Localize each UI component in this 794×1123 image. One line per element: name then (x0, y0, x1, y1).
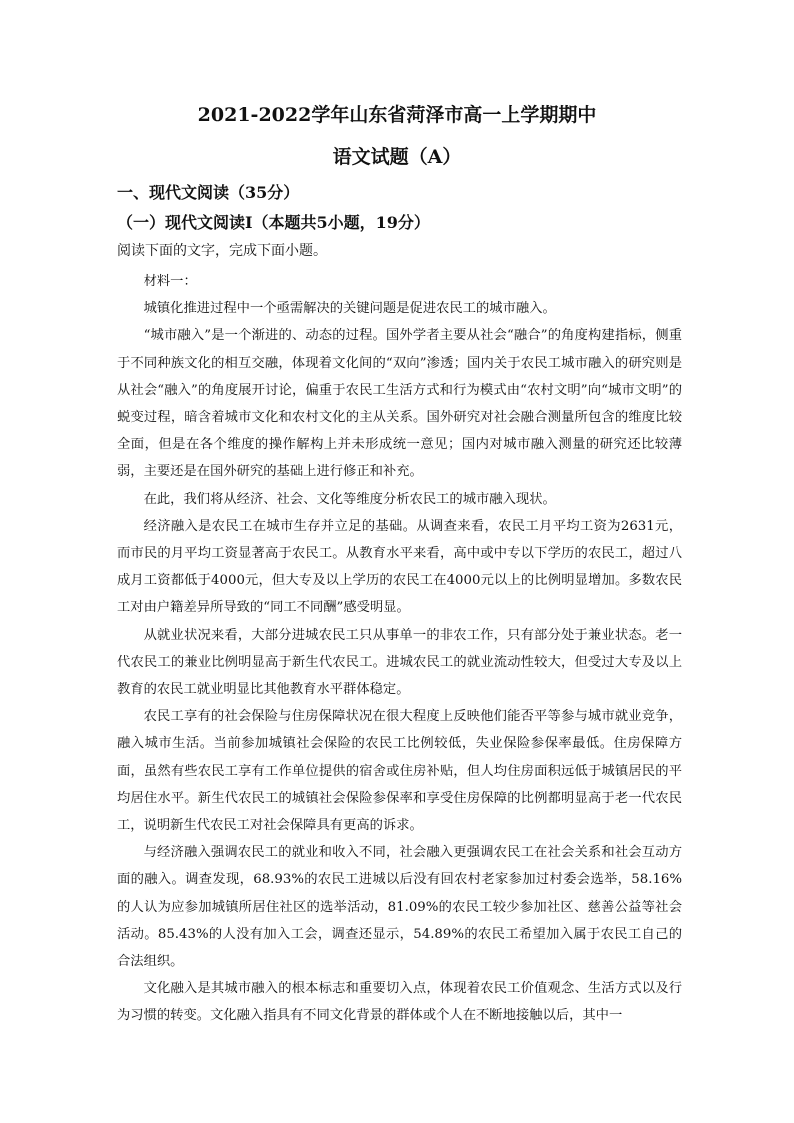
paragraph: “城市融入”是一个渐进的、动态的过程。国外学者主要从社会“融合”的角度构建指标，侧重于不同种族文化的相互交融，体现着文化间的“双向”渗透；国内关于农民工城市融入的研究则是从社会“融入”的角度展开讨论，偏重于农民工生活方式和行为模式由“农村文明”向“城市文明”的蜕变过程，暗含着城市文化和农村文化的主从关系。国外研究对社会融合测量所包含的维度比较全面，但是在各个维度的操作解构上并未形成统一意见；国内对城市融入测量的研究还比较薄弱，主要还是在国外研究的基础上进行修正和补充。 (117, 328, 682, 480)
subsection-heading: （一）现代文阅读Ⅰ（本题共5小题，19分） (117, 213, 430, 232)
document-title: 2021-2022学年山东省菏泽市高一上学期期中 (197, 104, 597, 126)
paragraph: 文化融入是其城市融入的根本标志和重要切入点，体现着农民工价值观念、生活方式以及行为习惯的转变。文化融入指具有不同文化背景的群体或个人在不断地接触以后，其中一 (117, 981, 682, 1024)
instruction-text: 阅读下面的文字，完成下面小题。 (117, 243, 327, 259)
paragraph: 材料一： (143, 274, 197, 289)
paragraph: 城镇化推进过程中一个亟需解决的关键问题是促进农民工的城市融入。 (143, 301, 556, 317)
paragraph: 与经济融入强调农民工的就业和收入不同，社会融入更强调农民工在社会关系和社会互动方面的融入。调查发现，68.93%的农民工进城以后没有回农村老家参加过村委会选举，58.16%的人认为应参加城镇所居住社区的选举活动，81.09%的农民工较少参加社区、慈善公益等社会活动。85.43%的人没有加入工会，调查还显示，54.89%的农民工希望加入属于农民工自己的合法组织。 (117, 845, 682, 970)
document-subtitle: 语文试题（A） (332, 146, 462, 168)
paragraph: 经济融入是农民工在城市生存并立足的基础。从调查来看，农民工月平均工资为2631元，而市民的月平均工资显著高于农民工。从教育水平来看，高中或中专以下学历的农民工，超过八成月工资都低于4000元，但大专及以上学历的农民工在4000元以上的比例明显增加。多数农民工对由户籍差异所导致的“同工不同酬”感受明显。 (117, 518, 682, 616)
paragraph: 从就业状况来看，大部分进城农民工只从事单一的非农工作，只有部分处于兼业状态。老一代农民工的兼业比例明显高于新生代农民工。进城农民工的就业流动性较大，但受过大专及以上教育的农民工就业明显比其他教育水平群体稳定。 (117, 627, 682, 698)
section-heading: 一、现代文阅读（35分） (117, 183, 300, 202)
reading-material (117, 268, 682, 1030)
paragraph: 农民工享有的社会保险与住房保障状况在很大程度上反映他们能否平等参与城市就业竞争，融入城市生活。当前参加城镇社会保险的农民工比例较低，失业保险参保率最低。住房保障方面，虽然有些农民工享有工作单位提供的宿舍或住房补贴，但人均住房面积远低于城镇居民的平均居住水平。新生代农民工的城镇社会保险参保率和享受住房保障的比例都明显高于老一代农民工，说明新生代农民工对社会保障具有更高的诉求。 (117, 709, 682, 834)
paragraph: 在此，我们将从经济、社会、文化等维度分析农民工的城市融入现状。 (143, 491, 556, 507)
